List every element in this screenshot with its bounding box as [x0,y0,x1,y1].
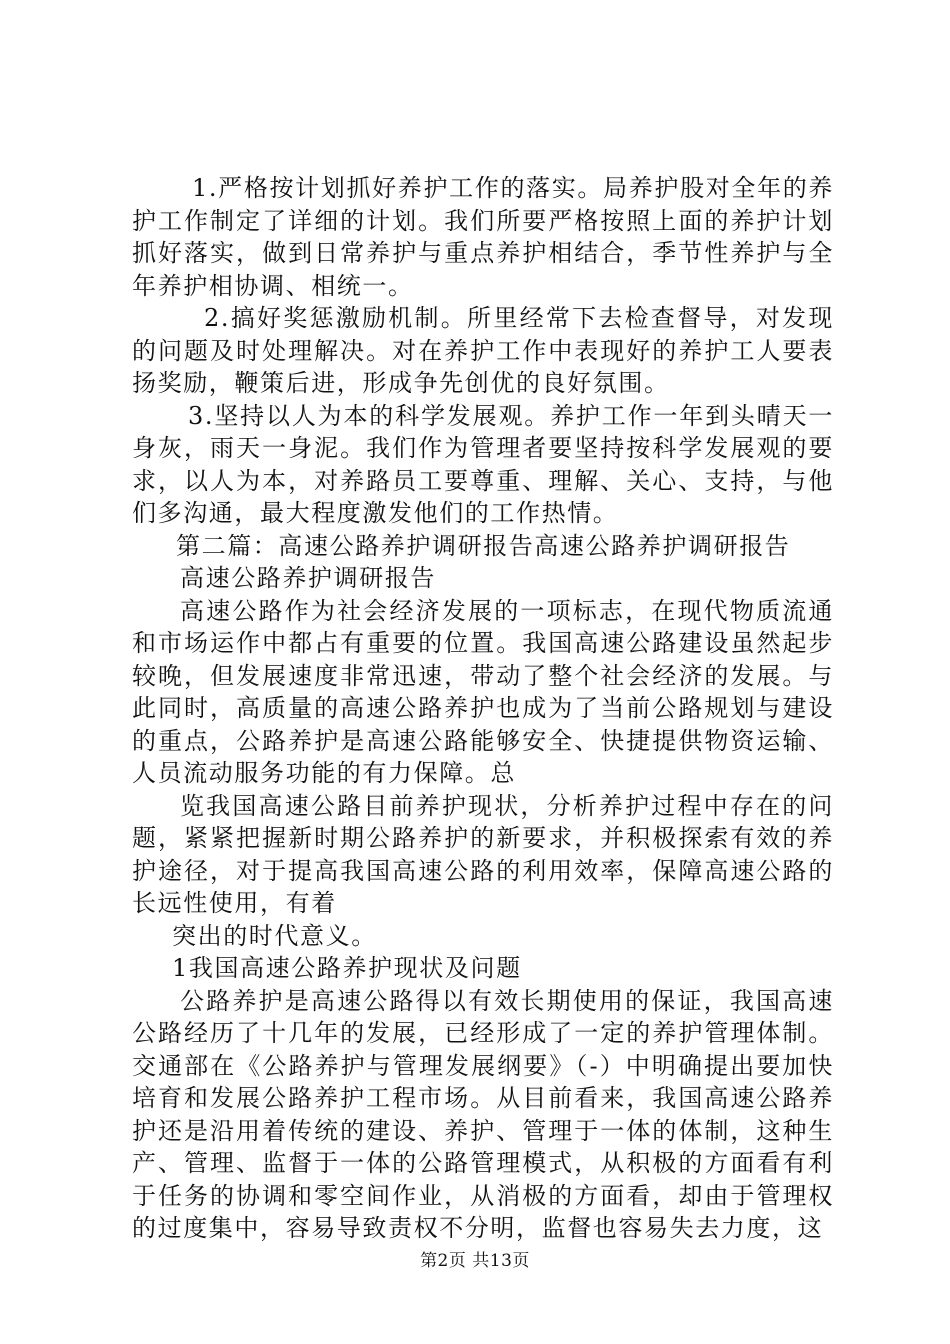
section-heading-part-two: 第二篇：高速公路养护调研报告高速公路养护调研报告 [176,531,791,560]
document-body [132,172,834,1245]
paragraph-incentive: 2.搞好奖惩激励机制。所里经常下去检查督导，对发现的问题及时处理解决。对在养护工作中表现好的养护工人要表扬奖励，鞭策后进，形成争先创优的良好氛围。 [132,304,834,397]
paragraph-significance: 突出的时代意义。 [172,921,377,950]
section-heading-status: 1我国高速公路养护现状及问题 [172,954,522,982]
paragraph-status: 公路养护是高速公路得以有效长期使用的保证，我国高速公路经历了十几年的发展，已经形成了一定的养护管理体制。交通部在《公路养护与管理发展纲要》（-）中明确提出要加快培育和发展公路养护工程市场。从目前看来，我国高速公路养护还是沿用着传统的建设、养护、管理于一体的体制，这种生产、管理、监督于一体的公路管理模式，从积极的方面看有利于任务的协调和零空间作业，从消极的方面看，却由于管理权的过度集中，容易导致责权不分明，监督也容易失去力度，这 [132,986,834,1242]
paragraph-introduction: 高速公路作为社会经济发展的一项标志，在现代物质流通和市场运作中都占有重要的位置。我国高速公路建设虽然起步较晚，但发展速度非常迅速，带动了整个社会经济的发展。与此同时，高质量的高速公路养护也成为了当前公路规划与建设的重点，公路养护是高速公路能够安全、快捷提供物资运输、人员流动服务功能的有力保障。总 [132,596,834,787]
paragraph-overview: 览我国高速公路目前养护现状，分析养护过程中存在的问题，紧紧把握新时期公路养护的新要求，并积极探索有效的养护途径，对于提高我国高速公路的利用效率，保障高速公路的长远性使用，有着 [132,791,834,917]
paragraph-people-oriented: 3.坚持以人为本的科学发展观。养护工作一年到头晴天一身灰，雨天一身泥。我们作为管理者要坚持按科学发展观的要求，以人为本，对养路员工要尊重、理解、关心、支持，与他们多沟通，最大程度激发他们的工作热情。 [132,401,834,527]
paragraph-plan: 1.严格按计划抓好养护工作的落实。局养护股对全年的养护工作制定了详细的计划。我们所要严格按照上面的养护计划抓好落实，做到日常养护与重点养护相结合，季节性养护与全年养护相协调、相统一。 [132,174,834,300]
page-number: 第2页 共13页 [420,1251,530,1271]
report-title: 高速公路养护调研报告 [180,564,436,592]
